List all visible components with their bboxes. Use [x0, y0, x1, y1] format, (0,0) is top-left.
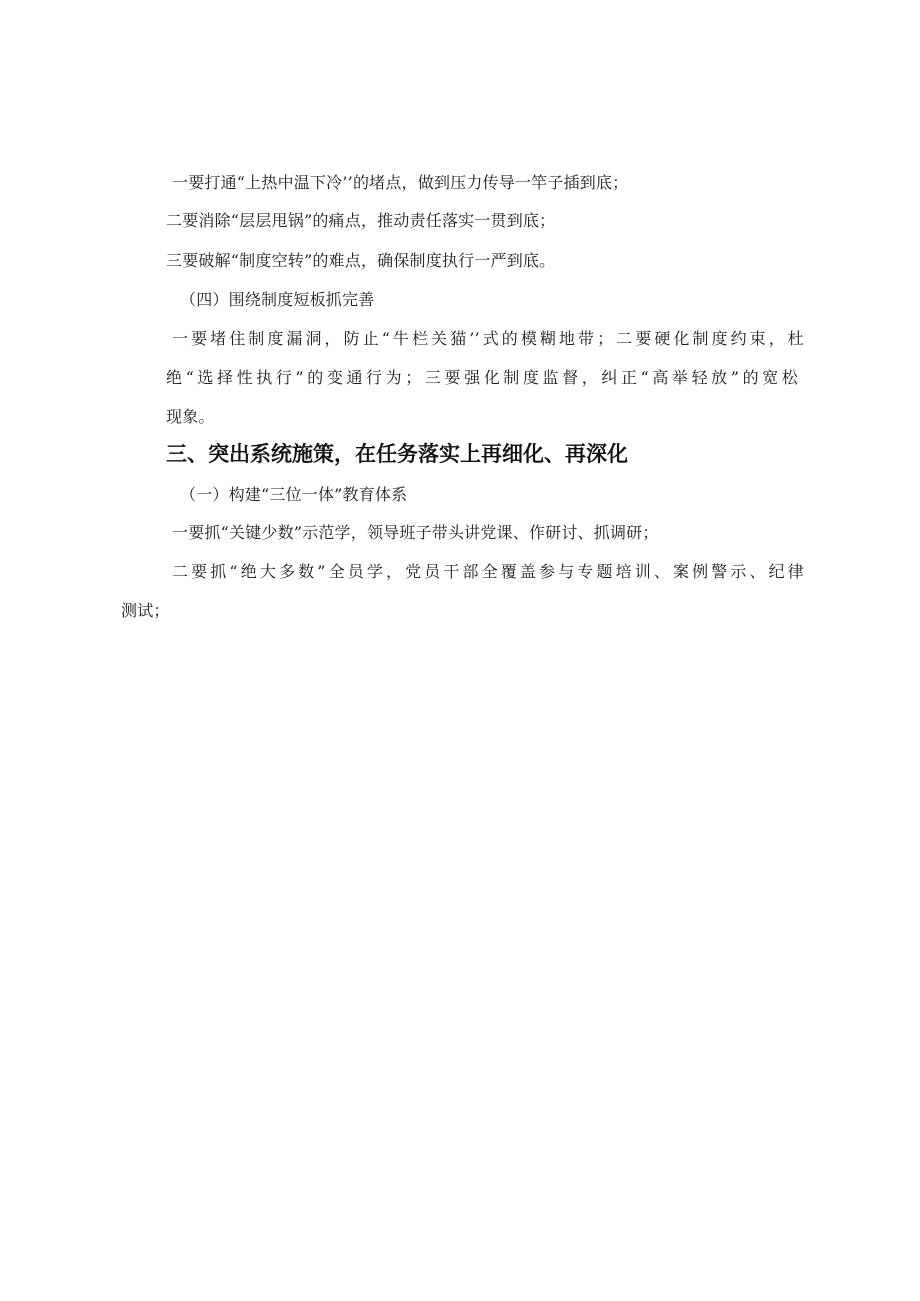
- paragraph-line: 一要抓“关键少数”示范学，领导班子带头讲党课、作研讨、抓调研；: [172, 523, 659, 542]
- paragraph-line: 现象。: [166, 407, 215, 426]
- paragraph-line: 测试；: [121, 601, 170, 620]
- paragraph-line: 二要抓“绝大多数”全员学，党员干部全覆盖参与专题培训、案例警示、纪律: [172, 562, 804, 581]
- paragraph-line: 一要堵住制度漏洞，防止“牛栏关猫’’式的模糊地带；二要硬化制度约束，杜: [172, 329, 804, 348]
- section-heading: 三、突出系统施策，在任务落实上再细化、再深化: [166, 442, 628, 466]
- subheading: （一）构建“三位一体”教育体系: [180, 485, 408, 504]
- paragraph-line: 一要打通“上热中温下冷’’的堵点，做到压力传导一竿子插到底；: [172, 173, 629, 192]
- paragraph-line: 三要破解“制度空转”的难点，确保制度执行一严到底。: [166, 251, 556, 270]
- paragraph-line: 二要消除“层层甩锅”的痛点，推动责任落实一贯到底；: [166, 211, 556, 230]
- subheading: （四）围绕制度短板抓完善: [180, 290, 375, 309]
- paragraph-line: 绝“选择性执行”的变通行为；三要强化制度监督，纠正“高举轻放”的宽松: [166, 368, 798, 387]
